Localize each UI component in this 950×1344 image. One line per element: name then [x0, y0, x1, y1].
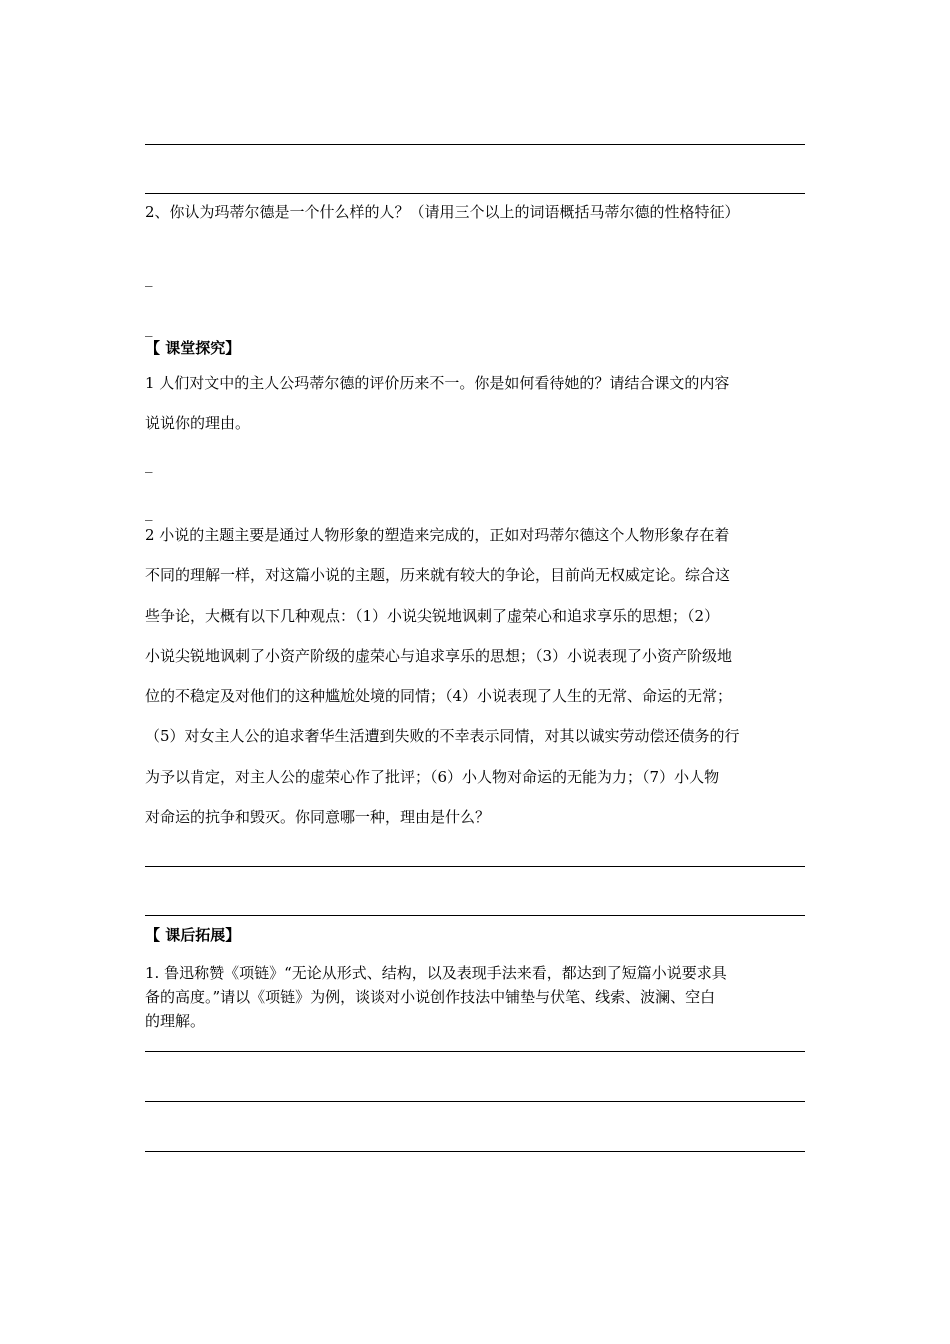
blank-mark-3: _ [145, 455, 153, 473]
answer-line-6 [145, 1101, 805, 1102]
question-line: 1 人们对文中的主人公玛蒂尔德的评价历来不一。你是如何看待她的？请结合课文的内容 [145, 374, 730, 392]
question-2: 2、你认为玛蒂尔德是一个什么样的人？（请用三个以上的词语概括马蒂尔德的性格特征） [145, 203, 740, 221]
classroom-question-2 [145, 515, 807, 837]
question-line: 1. 鲁迅称赞《项链》“无论从形式、结构，以及表现手法来看，都达到了短篇小说要求具 [145, 964, 727, 982]
after-class-question-1 [145, 961, 807, 1033]
question-line: 2 小说的主题主要是通过人物形象的塑造来完成的，正如对玛蒂尔德这个人物形象存在着 [145, 526, 730, 544]
section-heading-classroom: 【 课堂探究】 [145, 339, 241, 357]
question-line: 小说尖锐地讽刺了小资产阶级的虚荣心与追求享乐的思想；（3）小说表现了小资产阶级地 [145, 646, 733, 665]
answer-line-4 [145, 915, 805, 916]
answer-line-2 [145, 193, 805, 194]
answer-line-7 [145, 1151, 805, 1152]
blank-mark-4: _ [145, 503, 153, 521]
question-line: 的理解。 [145, 1012, 206, 1030]
answer-line-3 [145, 866, 805, 867]
question-line: 不同的理解一样，对这篇小说的主题，历来就有较大的争论，目前尚无权威定论。综合这 [145, 566, 731, 585]
question-line: 位的不稳定及对他们的这种尴尬处境的同情；（4）小说表现了人生的无常、命运的无常； [145, 687, 733, 706]
classroom-question-1 [145, 363, 807, 444]
question-line: 为予以肯定，对主人公的虚荣心作了批评；（6）小人物对命运的无能为力；（7）小人物 [145, 767, 720, 786]
answer-line-1 [145, 144, 805, 145]
blank-mark-2: _ [145, 319, 153, 337]
question-line: 备的高度。”请以《项链》为例，谈谈对小说创作技法中铺垫与伏笔、线索、波澜、空白 [145, 988, 716, 1006]
question-line: 说说你的理由。 [145, 414, 251, 433]
blank-mark-1: _ [145, 269, 153, 287]
section-heading-after-class: 【 课后拓展】 [145, 926, 241, 944]
answer-line-5 [145, 1051, 805, 1052]
question-line: 些争论，大概有以下几种观点：（1）小说尖锐地讽刺了虚荣心和追求享乐的思想；（2） [145, 606, 720, 625]
question-line: 对命运的抗争和毁灭。你同意哪一种，理由是什么？ [145, 808, 491, 827]
question-line: （5）对女主人公的追求奢华生活遭到失败的不幸表示同情，对其以诚实劳动偿还债务的行 [145, 727, 740, 746]
